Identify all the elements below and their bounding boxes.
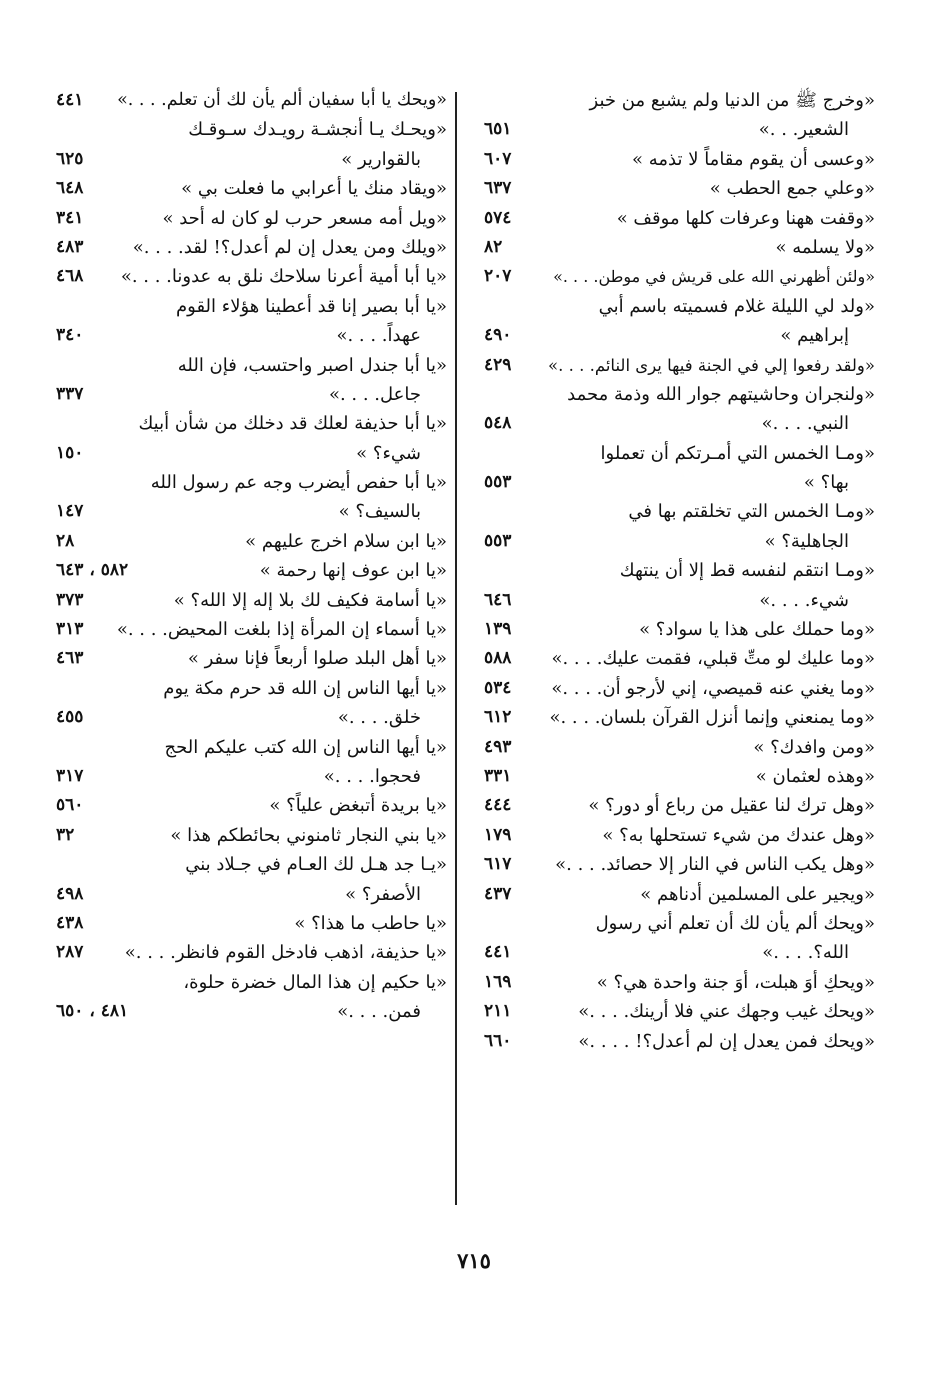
entry-page-ref: ١٤٧ — [56, 501, 84, 522]
entry-page-ref: ٣٧٣ — [56, 589, 84, 610]
entry-continuation-line — [52, 321, 447, 350]
entry-text: «يا أسامة فكيف لك بلا إله إلا الله؟ » — [173, 589, 447, 611]
entry-text: «يا حاطب ما هذا؟ » — [294, 912, 447, 934]
entry-line — [480, 292, 875, 321]
entry-text: «وعسى أن يقوم مقاماً لا تذمه » — [632, 148, 875, 170]
index-entry — [480, 644, 875, 673]
entry-text: «وما عليك لو متِّ قبلي، فقمت عليك. . . .» — [551, 648, 875, 670]
entry-text: «يا أبا حفص أيضرب وجه عم رسول الله — [150, 472, 447, 494]
index-entry — [480, 703, 875, 732]
entry-page-ref: ١٥٠ — [56, 442, 84, 463]
entry-text: عهداً. . . .» — [336, 325, 421, 347]
entry-text: فمن. . . .» — [337, 1001, 421, 1023]
entry-page-ref: ٣١٣ — [56, 619, 84, 640]
entry-text: «ومـا انتقم لنفسه قط إلا أن ينتهك — [619, 560, 875, 582]
entry-page-ref: ٥٥٣ — [484, 530, 512, 551]
entry-page-ref: ٥٣٤ — [484, 677, 512, 698]
entry-text: «وما يغني عنه قميصي، إني لأرجو أن. . . .» — [551, 677, 875, 699]
entry-line — [52, 821, 447, 850]
entry-text: «ويحكِ أوَ هبلت، أوَ جنة واحدة هي؟ » — [596, 971, 875, 993]
entry-continuation-line — [480, 321, 875, 350]
entry-page-ref: ١٦٩ — [484, 971, 512, 992]
index-entry — [52, 204, 447, 233]
entry-continuation-line — [52, 145, 447, 174]
entry-line — [480, 968, 875, 997]
entry-line — [480, 880, 875, 909]
entry-continuation-line — [480, 586, 875, 615]
index-entry — [52, 174, 447, 203]
index-entry — [480, 145, 875, 174]
index-entry — [480, 997, 875, 1026]
entry-line — [480, 674, 875, 703]
entry-continuation-line — [52, 380, 447, 409]
right-column — [480, 86, 875, 1056]
index-entry — [480, 204, 875, 233]
index-entry — [52, 351, 447, 410]
entry-page-ref: ٦٤٨ — [56, 178, 84, 199]
entry-text: «يا حكيم إن هذا المال خضرة حلوة، — [183, 971, 447, 993]
entry-text: «يا أبا حذيفة لعلك قد دخلك من شأن أبيك — [138, 413, 447, 435]
index-entry — [480, 262, 875, 291]
entry-page-ref: ٤٩٣ — [484, 736, 512, 757]
entry-page-ref: ٤٦٨ — [56, 266, 84, 287]
entry-page-ref: ٤٢٩ — [484, 354, 512, 375]
entry-continuation-line — [52, 439, 447, 468]
entry-text: «وهل يكب الناس في النار إلا حصائد. . . .» — [555, 854, 875, 876]
column-divider — [455, 92, 457, 1205]
entry-page-ref: ٤٩٠ — [484, 325, 512, 346]
index-entry — [52, 909, 447, 938]
index-entry — [52, 262, 447, 291]
entry-page-ref: ٢٨ — [56, 530, 75, 551]
entry-line — [480, 233, 875, 262]
entry-page-ref: ٤٣٧ — [484, 883, 512, 904]
entry-text: «يا أيها الناس إن الله قد حرم مكة يوم — [163, 677, 447, 699]
entry-text: «يا حذيفة، اذهب فادخل القوم فانظر. . . .» — [124, 942, 447, 964]
entry-text: «يا بريدة أتبغض علياً؟ » — [269, 795, 447, 817]
entry-page-ref: ٦١٧ — [484, 854, 512, 875]
index-entry — [52, 615, 447, 644]
entry-page-ref: ٥٨٨ — [484, 648, 512, 669]
entry-line — [52, 909, 447, 938]
entry-line — [52, 409, 447, 438]
entry-line — [480, 615, 875, 644]
index-entry — [480, 791, 875, 820]
entry-text: فحجوا. . . .» — [323, 765, 421, 787]
index-entry — [480, 733, 875, 762]
index-entry — [480, 1027, 875, 1056]
entry-line — [52, 968, 447, 997]
entry-text: «ولنجران وحاشيتهم جوار الله وذمة محمد — [567, 383, 875, 405]
entry-page-ref: ٤٩٨ — [56, 883, 84, 904]
entry-page-ref: ٤٤١ — [56, 90, 84, 110]
entry-text: الله؟. . . .» — [762, 942, 849, 964]
entry-text: «ويل أمه مسعر حرب لو كان له أحد » — [162, 207, 447, 229]
entry-text: «يـا جد هـل لك العـام في جـلاد بني — [185, 854, 447, 876]
entry-line — [52, 351, 447, 380]
entry-text: «وما حملك على هذا يا سواد؟ » — [639, 619, 875, 641]
entry-page-ref: ٦٣٧ — [484, 178, 512, 199]
entry-line — [480, 762, 875, 791]
entry-line — [480, 262, 875, 291]
entry-text: «ولا يسلمه » — [775, 236, 875, 258]
entry-text: «وهل ترك لنا عقيل من رباع أو دور؟ » — [588, 795, 875, 817]
index-entry — [480, 821, 875, 850]
entry-text: «يا أيها الناس إن الله كتب عليكم الحج — [164, 736, 447, 758]
entry-text: «ويحـك يـا أنجشـة رويـدك سـوقـك — [188, 119, 447, 141]
entry-line — [480, 909, 875, 938]
entry-text: «ومـا الخمس التي تخلقتم بها في — [628, 501, 875, 523]
index-entry — [480, 351, 875, 380]
index-entry — [52, 556, 447, 585]
entry-page-ref: ٥٥٣ — [484, 472, 512, 493]
entry-page-ref: ٨٢ — [484, 236, 503, 257]
index-entry — [52, 644, 447, 673]
entry-line — [480, 821, 875, 850]
entry-line — [52, 204, 447, 233]
entry-line — [480, 145, 875, 174]
entry-page-ref: ٢٨٧ — [56, 942, 84, 963]
entry-line — [480, 850, 875, 879]
entry-line — [480, 204, 875, 233]
index-entry — [480, 674, 875, 703]
entry-page-ref: ٦١٢ — [484, 707, 512, 728]
entry-text: «ومـا الخمس التي أمـرتكم أن تعملوا — [600, 442, 875, 464]
entry-text: «وهذه لعثمان » — [755, 765, 875, 787]
entry-line — [52, 86, 447, 115]
entry-line — [480, 791, 875, 820]
entry-page-ref: ٥٨٢ ، ٦٤٣ — [56, 560, 129, 581]
entry-line — [480, 644, 875, 673]
entry-text: بالسيف؟ » — [338, 501, 421, 523]
entry-text: «ولقد رفعوا إلي في الجنة فيها يرى النائم. . . .» — [548, 355, 875, 375]
index-entry — [52, 233, 447, 262]
index-entry — [52, 733, 447, 792]
entry-line — [480, 733, 875, 762]
index-entry — [52, 586, 447, 615]
entry-line — [52, 556, 447, 585]
entry-line — [52, 938, 447, 967]
entry-line — [480, 351, 875, 380]
index-entry — [52, 115, 447, 174]
index-entry — [52, 527, 447, 556]
index-entry — [52, 292, 447, 351]
entry-continuation-line — [480, 409, 875, 438]
entry-continuation-line — [480, 527, 875, 556]
entry-text: «ويقاد منك يا أعرابي ما فعلت بي » — [181, 178, 447, 200]
index-entry — [480, 380, 875, 439]
entry-text: «ويحك ألم يأن لك أن تعلم أني رسول — [595, 912, 875, 934]
entry-line — [480, 174, 875, 203]
entry-page-ref: ٣٣٧ — [56, 383, 84, 404]
entry-line — [52, 174, 447, 203]
entry-line — [480, 556, 875, 585]
entry-page-ref: ٦٦٠ — [484, 1030, 512, 1051]
entry-text: «ويلك ومن يعدل إن لم أعدل؟! لقد. . . .» — [132, 236, 447, 258]
entry-page-ref: ٤٣٨ — [56, 912, 84, 933]
entry-text: بها؟ » — [803, 472, 849, 494]
entry-page-ref: ٣١٧ — [56, 765, 84, 786]
entry-page-ref: ٥٤٨ — [484, 413, 512, 434]
entry-line — [480, 997, 875, 1026]
entry-text: الجاهلية؟ » — [764, 530, 849, 552]
entry-page-ref: ١٧٩ — [484, 824, 512, 845]
entry-text: «وقفت ههنا وعرفات كلها موقف » — [616, 207, 875, 229]
entry-text: شيء؟ » — [356, 442, 421, 464]
entry-text: الأصفر؟ » — [345, 883, 421, 905]
entry-text: جاعل. . . .» — [328, 383, 421, 405]
entry-text: «وخرج ﷺ من الدنيا ولم يشبع من خبز — [589, 90, 875, 111]
index-entry — [480, 615, 875, 644]
entry-continuation-line — [52, 997, 447, 1026]
entry-continuation-line — [52, 497, 447, 526]
entry-text: «ولئن أظهرني الله على قريش في موطن. . . .» — [553, 267, 875, 287]
index-entry — [480, 86, 875, 145]
entry-line — [52, 791, 447, 820]
entry-page-ref: ٤٥٥ — [56, 707, 84, 728]
page-number: ٧١٥ — [457, 1248, 491, 1273]
index-entry — [480, 174, 875, 203]
entry-page-ref: ٤٨١ ، ٦٥٠ — [56, 1001, 129, 1022]
entry-text: «ويحك غيب وجهك عني فلا أرينك. . . .» — [578, 1001, 875, 1023]
entry-line — [52, 733, 447, 762]
entry-line — [480, 497, 875, 526]
entry-page-ref: ٣٢ — [56, 824, 75, 845]
entry-page-ref: ٦٥١ — [484, 119, 512, 140]
entry-text: النبي. . . .» — [761, 413, 849, 435]
entry-text: خلق. . . .» — [337, 707, 421, 729]
entry-continuation-line — [480, 115, 875, 144]
entry-text: «يا أبا بصير إنا قد أعطينا هؤلاء القوم — [176, 295, 447, 317]
entry-continuation-line — [52, 762, 447, 791]
entry-page-ref: ٤٤١ — [484, 942, 512, 963]
entry-page-ref: ١٣٩ — [484, 619, 512, 640]
index-entry — [480, 909, 875, 968]
entry-page-ref: ٤٨٣ — [56, 236, 84, 257]
entry-text: «يا ابن عوف إنها رحمة » — [259, 560, 447, 582]
entry-text: «وهل عندك من شيء تستحلها به؟ » — [602, 824, 875, 846]
entry-page-ref: ٦٤٦ — [484, 589, 512, 610]
index-entry — [480, 439, 875, 498]
entry-text: شيء. . . .» — [759, 589, 849, 611]
entry-continuation-line — [52, 703, 447, 732]
index-entry — [52, 968, 447, 1027]
index-entry — [480, 762, 875, 791]
entry-text: بالقوارير » — [341, 148, 421, 170]
entry-page-ref: ٤٦٣ — [56, 648, 84, 669]
index-entry — [480, 850, 875, 879]
entry-text: «وعلي جمع الحطب » — [709, 178, 875, 200]
index-entry — [480, 556, 875, 615]
entry-continuation-line — [480, 468, 875, 497]
entry-text: «يا أهل البلد صلوا أربعاً فإنا سفر » — [187, 648, 447, 670]
entry-text: «يا أسماء إن المرأة إذا بلغت المحيض. . . .» — [116, 619, 447, 641]
entry-line — [52, 615, 447, 644]
entry-page-ref: ٣٤١ — [56, 207, 84, 228]
entry-page-ref: ٢١١ — [484, 1001, 512, 1022]
entry-text: «ومن وافدك؟ » — [753, 736, 875, 758]
entry-text: إبراهيم » — [780, 325, 849, 347]
index-entry — [52, 86, 447, 115]
entry-line — [480, 703, 875, 732]
entry-line — [52, 468, 447, 497]
index-entry — [480, 880, 875, 909]
index-entry — [480, 292, 875, 351]
entry-text: «يا أبا جندل اصبر واحتسب، فإن الله — [177, 354, 447, 376]
entry-page-ref: ٢٠٧ — [484, 266, 512, 287]
entry-text: «ولد لي الليلة غلام فسميته باسم أبي — [598, 295, 875, 317]
left-column — [52, 86, 447, 1027]
entry-line — [52, 262, 447, 291]
entry-page-ref: ٤٤٤ — [484, 795, 512, 816]
entry-line — [52, 115, 447, 144]
entry-text: «ويحك يا أبا سفيان ألم يأن لك أن تعلم. . . .» — [117, 90, 447, 110]
entry-text: «ويجير على المسلمين أدناهم » — [640, 883, 875, 905]
entry-line — [52, 674, 447, 703]
index-entry — [480, 968, 875, 997]
index-entry — [52, 850, 447, 909]
entry-page-ref: ٦٢٥ — [56, 148, 84, 169]
entry-line — [52, 233, 447, 262]
entry-text: «يا أبا أمية أعرنا سلاحك نلق به عدونا. . . .» — [120, 266, 447, 288]
entry-line — [52, 644, 447, 673]
entry-page-ref: ٥٧٤ — [484, 207, 512, 228]
entry-text: «يا بني النجار ثامنوني بحائطكم هذا » — [170, 824, 447, 846]
entry-text: «يا ابن سلام اخرج عليهم » — [245, 530, 447, 552]
entry-page-ref: ٦٠٧ — [484, 148, 512, 169]
index-entry — [480, 497, 875, 556]
index-entry — [52, 468, 447, 527]
entry-continuation-line — [52, 880, 447, 909]
index-entry — [52, 791, 447, 820]
index-entry — [52, 409, 447, 468]
entry-line — [480, 1027, 875, 1056]
index-entry — [52, 674, 447, 733]
entry-line — [52, 527, 447, 556]
index-entry — [52, 938, 447, 967]
entry-text: «ويحك فمن يعدل إن لم أعدل؟! . . . .» — [578, 1030, 875, 1052]
entry-page-ref: ٥٦٠ — [56, 795, 84, 816]
entry-text: الشعير. . .» — [758, 119, 849, 141]
entry-continuation-line — [480, 938, 875, 967]
entry-page-ref: ٣٤٠ — [56, 325, 84, 346]
entry-line — [480, 439, 875, 468]
entry-line — [480, 380, 875, 409]
entry-line — [52, 850, 447, 879]
index-entry — [480, 233, 875, 262]
entry-page-ref: ٣٣١ — [484, 765, 512, 786]
entry-line — [52, 292, 447, 321]
entry-text: «وما يمنعني وإنما أنزل القرآن بلسان. . . .» — [549, 707, 875, 729]
entry-line — [480, 86, 875, 115]
entry-line — [52, 586, 447, 615]
index-entry — [52, 821, 447, 850]
